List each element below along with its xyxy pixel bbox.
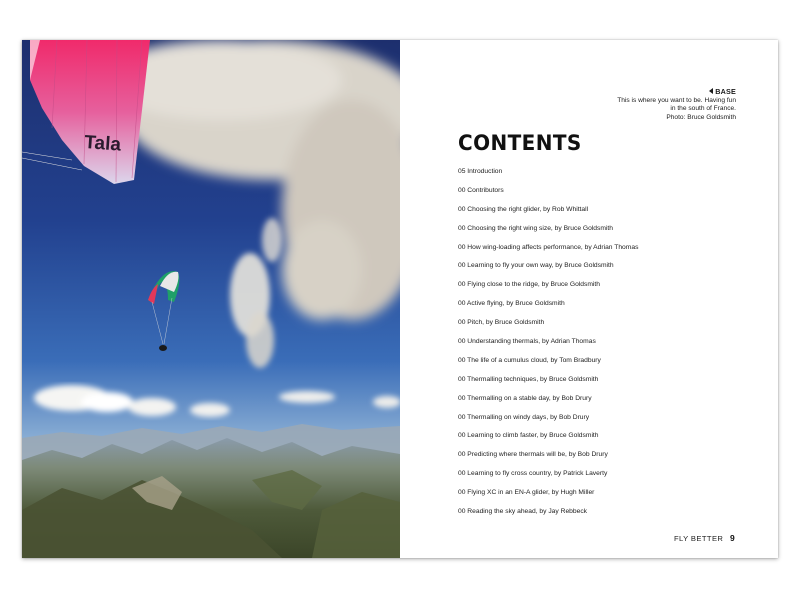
toc-entry[interactable]: 00 Thermalling techniques, by Bruce Goldsmith	[458, 375, 599, 383]
contents-page	[400, 40, 778, 558]
toc-entry[interactable]: 00 Flying close to the ridge, by Bruce Goldsmith	[458, 281, 600, 289]
toc-entry[interactable]: 00 Flying XC in an EN-A glider, by Hugh Miller	[458, 489, 595, 497]
caption-line: in the south of France.	[670, 105, 736, 113]
toc-entry[interactable]: 00 The life of a cumulus cloud, by Tom Bradbury	[458, 356, 601, 364]
toc-entry[interactable]: 00 Understanding thermals, by Adrian Thomas	[458, 338, 596, 346]
toc-entry[interactable]: 00 Choosing the right glider, by Rob Whittall	[458, 205, 589, 213]
toc-entry[interactable]: 00 Thermalling on a stable day, by Bob Drury	[458, 394, 592, 402]
toc-entry[interactable]: 00 How wing-loading affects performance, by Adrian Thomas	[458, 243, 639, 251]
contents-list	[458, 167, 638, 526]
toc-entry[interactable]: 00 Reading the sky ahead, by Jay Rebbeck	[458, 508, 588, 516]
caption-line: Photo: Bruce Goldsmith	[666, 113, 736, 121]
caption-title: BASE	[715, 87, 736, 96]
toc-entry[interactable]: 00 Thermalling on windy days, by Bob Drury	[458, 413, 590, 421]
page-title: CONTENTS	[458, 130, 582, 156]
photo-caption	[536, 88, 736, 122]
toc-entry[interactable]: 00 Predicting where thermals will be, by Bob Drury	[458, 451, 608, 459]
toc-entry[interactable]: 00 Learning to fly cross country, by Patrick Laverty	[458, 470, 608, 478]
toc-entry[interactable]: 00 Choosing the right wing size, by Bruce Goldsmith	[458, 224, 614, 232]
triangle-left-icon	[709, 88, 713, 94]
paragliding-photo	[22, 40, 400, 558]
wing-brand-text: Tala	[83, 132, 122, 156]
toc-entry[interactable]: 00 Learning to fly your own way, by Bruce Goldsmith	[458, 262, 614, 270]
caption-line: This is where you want to be. Having fun	[617, 96, 736, 104]
page-number: 9	[730, 533, 735, 543]
toc-entry[interactable]: 00 Learning to climb faster, by Bruce Goldsmith	[458, 432, 599, 440]
toc-entry[interactable]: 00 Pitch, by Bruce Goldsmith	[458, 319, 545, 327]
toc-entry[interactable]: 00 Contributors	[458, 186, 504, 194]
running-footer: FLY BETTER	[674, 534, 724, 543]
toc-entry[interactable]: 05 Introduction	[458, 168, 503, 175]
toc-entry[interactable]: 00 Active flying, by Bruce Goldsmith	[458, 300, 565, 308]
magazine-spread	[22, 40, 778, 558]
